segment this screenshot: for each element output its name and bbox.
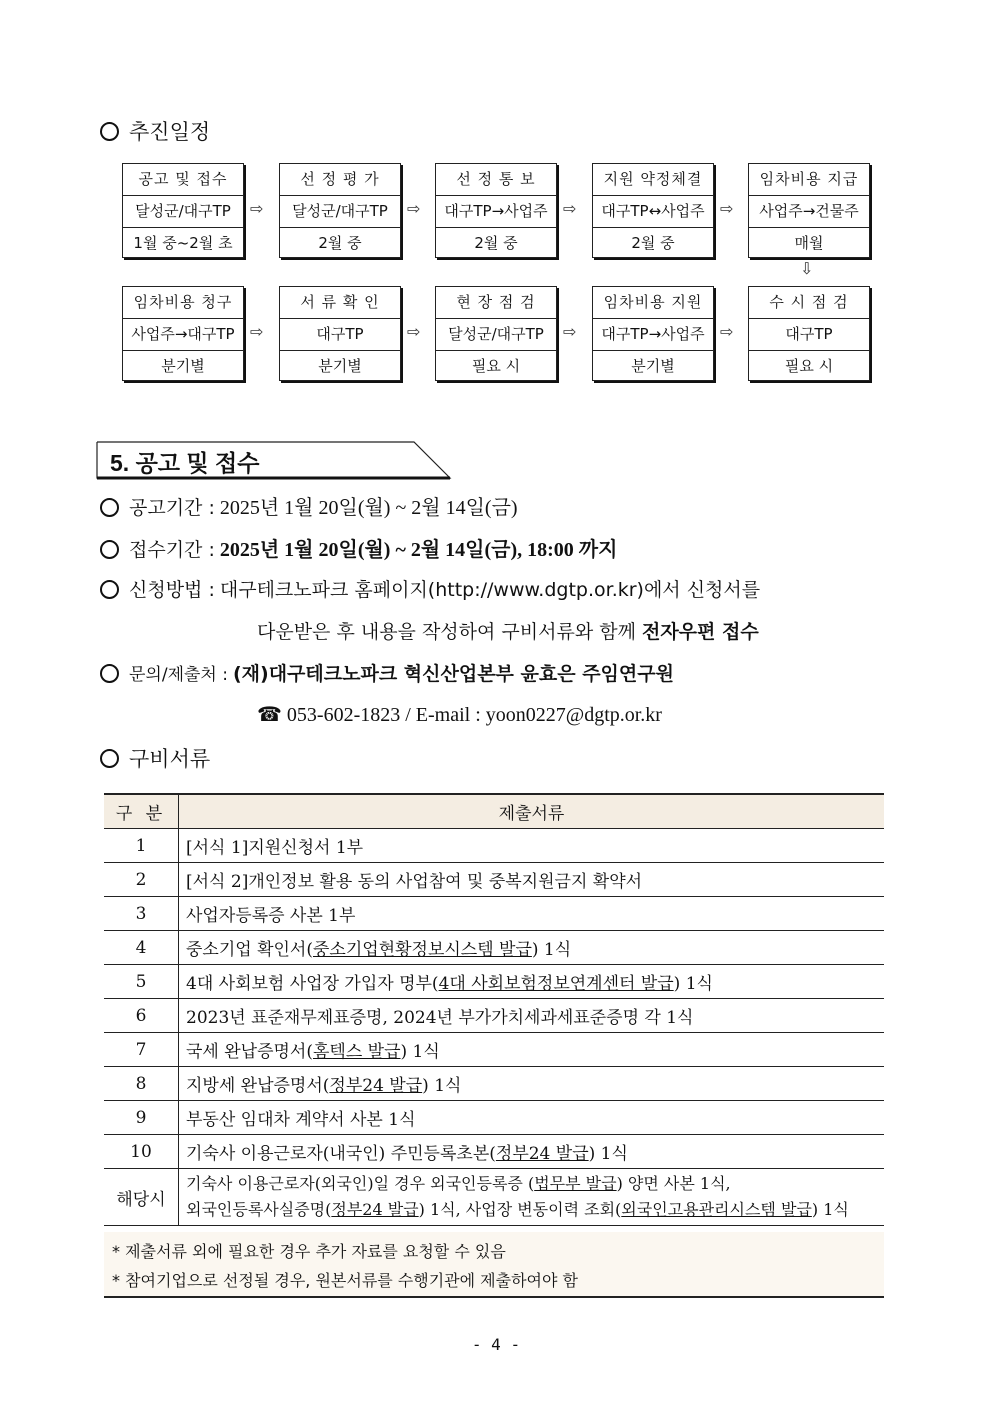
table-row [104, 1033, 884, 1067]
header-category: 구 분 [104, 794, 179, 829]
section-title: 5. 공고 및 접수 [110, 450, 260, 476]
flow-step-title: 현 장 점 검 [436, 287, 556, 319]
document-text: 사업자등록증 사본 1부 [186, 906, 356, 926]
document-suffix: ) 1식 [531, 940, 572, 960]
table-row [104, 1135, 884, 1169]
issuer-text: 홈텍스 발급 [313, 1042, 401, 1062]
row-number: 해당시 [104, 1169, 179, 1226]
flow-step-when: 분기별 [631, 357, 675, 375]
document-suffix: ) 1식 [400, 1042, 440, 1062]
document-text: [서식 2]개인정보 활용 동의 사업참여 및 중복지원금지 확약서 [186, 872, 643, 892]
flow-step-when: 필요 시 [784, 357, 834, 375]
method-label: 신청방법 : [129, 579, 215, 601]
announcement-period [100, 491, 518, 520]
document-text: 4대 사회보험 사업장 가입자 명부( [186, 974, 439, 994]
flow-step-title: 지원 약정체결 [593, 164, 713, 196]
flow-step-who: 달성군/대구TP [436, 319, 556, 351]
flow-step [592, 286, 714, 381]
flow-step-title: 수 시 점 검 [749, 287, 869, 319]
flow-step-title: 임차비용 청구 [123, 287, 243, 319]
docs-heading [100, 743, 210, 773]
row-document [179, 1101, 885, 1135]
document-text: 부동산 임대차 계약서 사본 1식 [186, 1110, 416, 1130]
issuer-text: 정부24 발급 [329, 1076, 423, 1096]
schedule-heading [100, 116, 210, 146]
table-row [104, 1067, 884, 1101]
flow-step-when: 매월 [794, 234, 824, 252]
document-suffix: ) 1식 [673, 974, 713, 994]
flow-step [279, 163, 401, 258]
table-row [104, 931, 884, 965]
period-value: 2025년 1월 20일(월) ~ 2월 14일(금) [219, 497, 518, 519]
flow-step [122, 163, 244, 258]
method-line-1: 대구테크노파크 홈페이지(http://www.dgtp.or.kr)에서 신청서를 [219, 579, 761, 601]
right-arrow-icon: ⇨ [407, 199, 421, 218]
flow-step-when: 1월 중~2월 초 [133, 234, 233, 252]
issuer-text: 정부24 발급 [331, 1200, 419, 1219]
circle-bullet-icon [100, 540, 119, 559]
row-document [179, 829, 885, 863]
row-number: 7 [104, 1033, 179, 1067]
table-header-row [104, 794, 884, 829]
right-arrow-icon: ⇨ [720, 322, 734, 341]
document-text: 지방세 완납증명서( [186, 1076, 330, 1096]
document-text: 기숙사 이용근로자(내국인) 주민등록초본( [186, 1144, 496, 1164]
flow-step [592, 163, 714, 258]
flow-step-when: 2월 중 [474, 234, 518, 252]
section-header [96, 441, 450, 479]
table-row [104, 999, 884, 1033]
contact-details [257, 702, 662, 727]
table-row-conditional [104, 1169, 884, 1226]
flow-step [435, 163, 557, 258]
header-documents: 제출서류 [179, 794, 885, 829]
right-arrow-icon: ⇨ [407, 322, 421, 341]
note-1: * 제출서류 외에 필요한 경우 추가 자료를 요청할 수 있음 [112, 1242, 506, 1261]
issuer-text: 중소기업현황정보시스템 발급 [313, 940, 532, 960]
application-method-line-2 [257, 617, 759, 644]
flow-step-who: 달성군/대구TP [280, 196, 400, 228]
row-document [179, 863, 885, 897]
flow-step [748, 286, 870, 381]
phone-icon: ☎ [257, 704, 282, 726]
right-arrow-icon: ⇨ [250, 322, 264, 341]
flow-step-title: 공고 및 접수 [123, 164, 243, 196]
document-text: 외국인등록사실증명( [186, 1200, 332, 1219]
flow-step [435, 286, 557, 381]
row-number: 3 [104, 897, 179, 931]
receipt-label: 접수기간 : [129, 539, 215, 561]
flow-step-when: 분기별 [161, 357, 205, 375]
table-row [104, 829, 884, 863]
table-row [104, 897, 884, 931]
table-row [104, 965, 884, 999]
receipt-period [100, 533, 617, 562]
period-label: 공고기간 : [129, 497, 215, 519]
flow-step-when: 분기별 [318, 357, 362, 375]
flow-step-who: 대구TP [749, 319, 869, 351]
flow-step-when: 2월 중 [318, 234, 362, 252]
flow-step-who: 달성군/대구TP [123, 196, 243, 228]
row-document [179, 1033, 885, 1067]
document-suffix: ) 1식 [422, 1076, 462, 1096]
document-text: 국세 완납증명서( [186, 1042, 313, 1062]
circle-bullet-icon [100, 580, 119, 599]
row-number: 4 [104, 931, 179, 965]
flow-step-title: 임차비용 지원 [593, 287, 713, 319]
row-number: 1 [104, 829, 179, 863]
issuer-text: 정부24 발급 [495, 1144, 589, 1164]
flow-step-title: 임차비용 지급 [749, 164, 869, 196]
schedule-heading-text: 추진일정 [129, 120, 211, 144]
contact-value: (재)대구테크노파크 혁신산업본부 윤효은 주임연구원 [232, 663, 674, 685]
issuer-text: 외국인고용관리시스템 발급 [621, 1200, 812, 1219]
flow-step-who: 대구TP→사업주 [436, 196, 556, 228]
flow-step [279, 286, 401, 381]
row-document [179, 897, 885, 931]
circle-bullet-icon [100, 664, 119, 683]
flow-step-when: 2월 중 [631, 234, 675, 252]
method-line-2: 다운받은 후 내용을 작성하여 구비서류와 함께 [257, 621, 642, 643]
document-text: [서식 1]지원신청서 1부 [186, 838, 364, 858]
row-document [179, 1135, 885, 1169]
notes-box [104, 1232, 884, 1298]
flow-step [748, 163, 870, 258]
contact [100, 659, 674, 686]
row-document [179, 965, 885, 999]
receipt-value: 2025년 1월 20일(월) ~ 2월 14일(금), 18:00 까지 [219, 539, 618, 561]
row-number: 5 [104, 965, 179, 999]
document-text: ) 1식, 사업장 변동이력 조회( [418, 1200, 622, 1219]
docs-heading-text: 구비서류 [129, 747, 211, 771]
table-row [104, 1101, 884, 1135]
table-row [104, 863, 884, 897]
document-text: ) 1식 [811, 1200, 849, 1219]
flow-step-title: 선 정 평 가 [280, 164, 400, 196]
flow-step-who: 사업주→건물주 [749, 196, 869, 228]
right-arrow-icon: ⇨ [250, 199, 264, 218]
flow-step-who: 사업주→대구TP [123, 319, 243, 351]
flow-step [122, 286, 244, 381]
row-number: 2 [104, 863, 179, 897]
row-document [179, 999, 885, 1033]
row-document [179, 1169, 885, 1226]
document-text: 중소기업 확인서( [186, 940, 313, 960]
email-submission-text: 전자우편 접수 [641, 621, 759, 643]
row-document [179, 1067, 885, 1101]
row-number: 10 [104, 1135, 179, 1169]
circle-bullet-icon [100, 749, 119, 768]
issuer-text: 법무부 발급 [534, 1174, 617, 1193]
down-arrow-icon: ⇩ [800, 259, 814, 278]
document-text: ) 양면 사본 1식, [616, 1174, 731, 1193]
issuer-text: 4대 사회보험정보연계센터 발급 [438, 974, 674, 994]
row-document [179, 931, 885, 965]
contact-label: 문의/제출처 : [129, 665, 228, 685]
document-text: 2023년 표준재무제표증명, 2024년 부가가치세과세표준증명 각 1식 [186, 1008, 694, 1028]
circle-bullet-icon [100, 498, 119, 517]
right-arrow-icon: ⇨ [563, 199, 577, 218]
circle-bullet-icon [100, 122, 119, 141]
flow-step-who: 대구TP↔사업주 [593, 196, 713, 228]
contact-phone-email: 053-602-1823 / E-mail : yoon0227@dgtp.or.kr [286, 704, 662, 726]
page-number: - 4 - [471, 1335, 521, 1354]
flow-step-when: 필요 시 [471, 357, 521, 375]
note-2: * 참여기업으로 선정될 경우, 원본서류를 수행기관에 제출하여야 함 [112, 1271, 579, 1290]
document-text: 기숙사 이용근로자(외국인)일 경우 외국인등록증 ( [186, 1174, 535, 1193]
document-suffix: ) 1식 [588, 1144, 628, 1164]
required-documents-table [104, 793, 884, 1226]
right-arrow-icon: ⇨ [563, 322, 577, 341]
row-number: 9 [104, 1101, 179, 1135]
flow-step-who: 대구TP [280, 319, 400, 351]
row-number: 8 [104, 1067, 179, 1101]
row-number: 6 [104, 999, 179, 1033]
flow-step-title: 서 류 확 인 [280, 287, 400, 319]
application-method [100, 575, 760, 602]
flow-step-title: 선 정 통 보 [436, 164, 556, 196]
right-arrow-icon: ⇨ [720, 199, 734, 218]
flow-step-who: 대구TP→사업주 [593, 319, 713, 351]
